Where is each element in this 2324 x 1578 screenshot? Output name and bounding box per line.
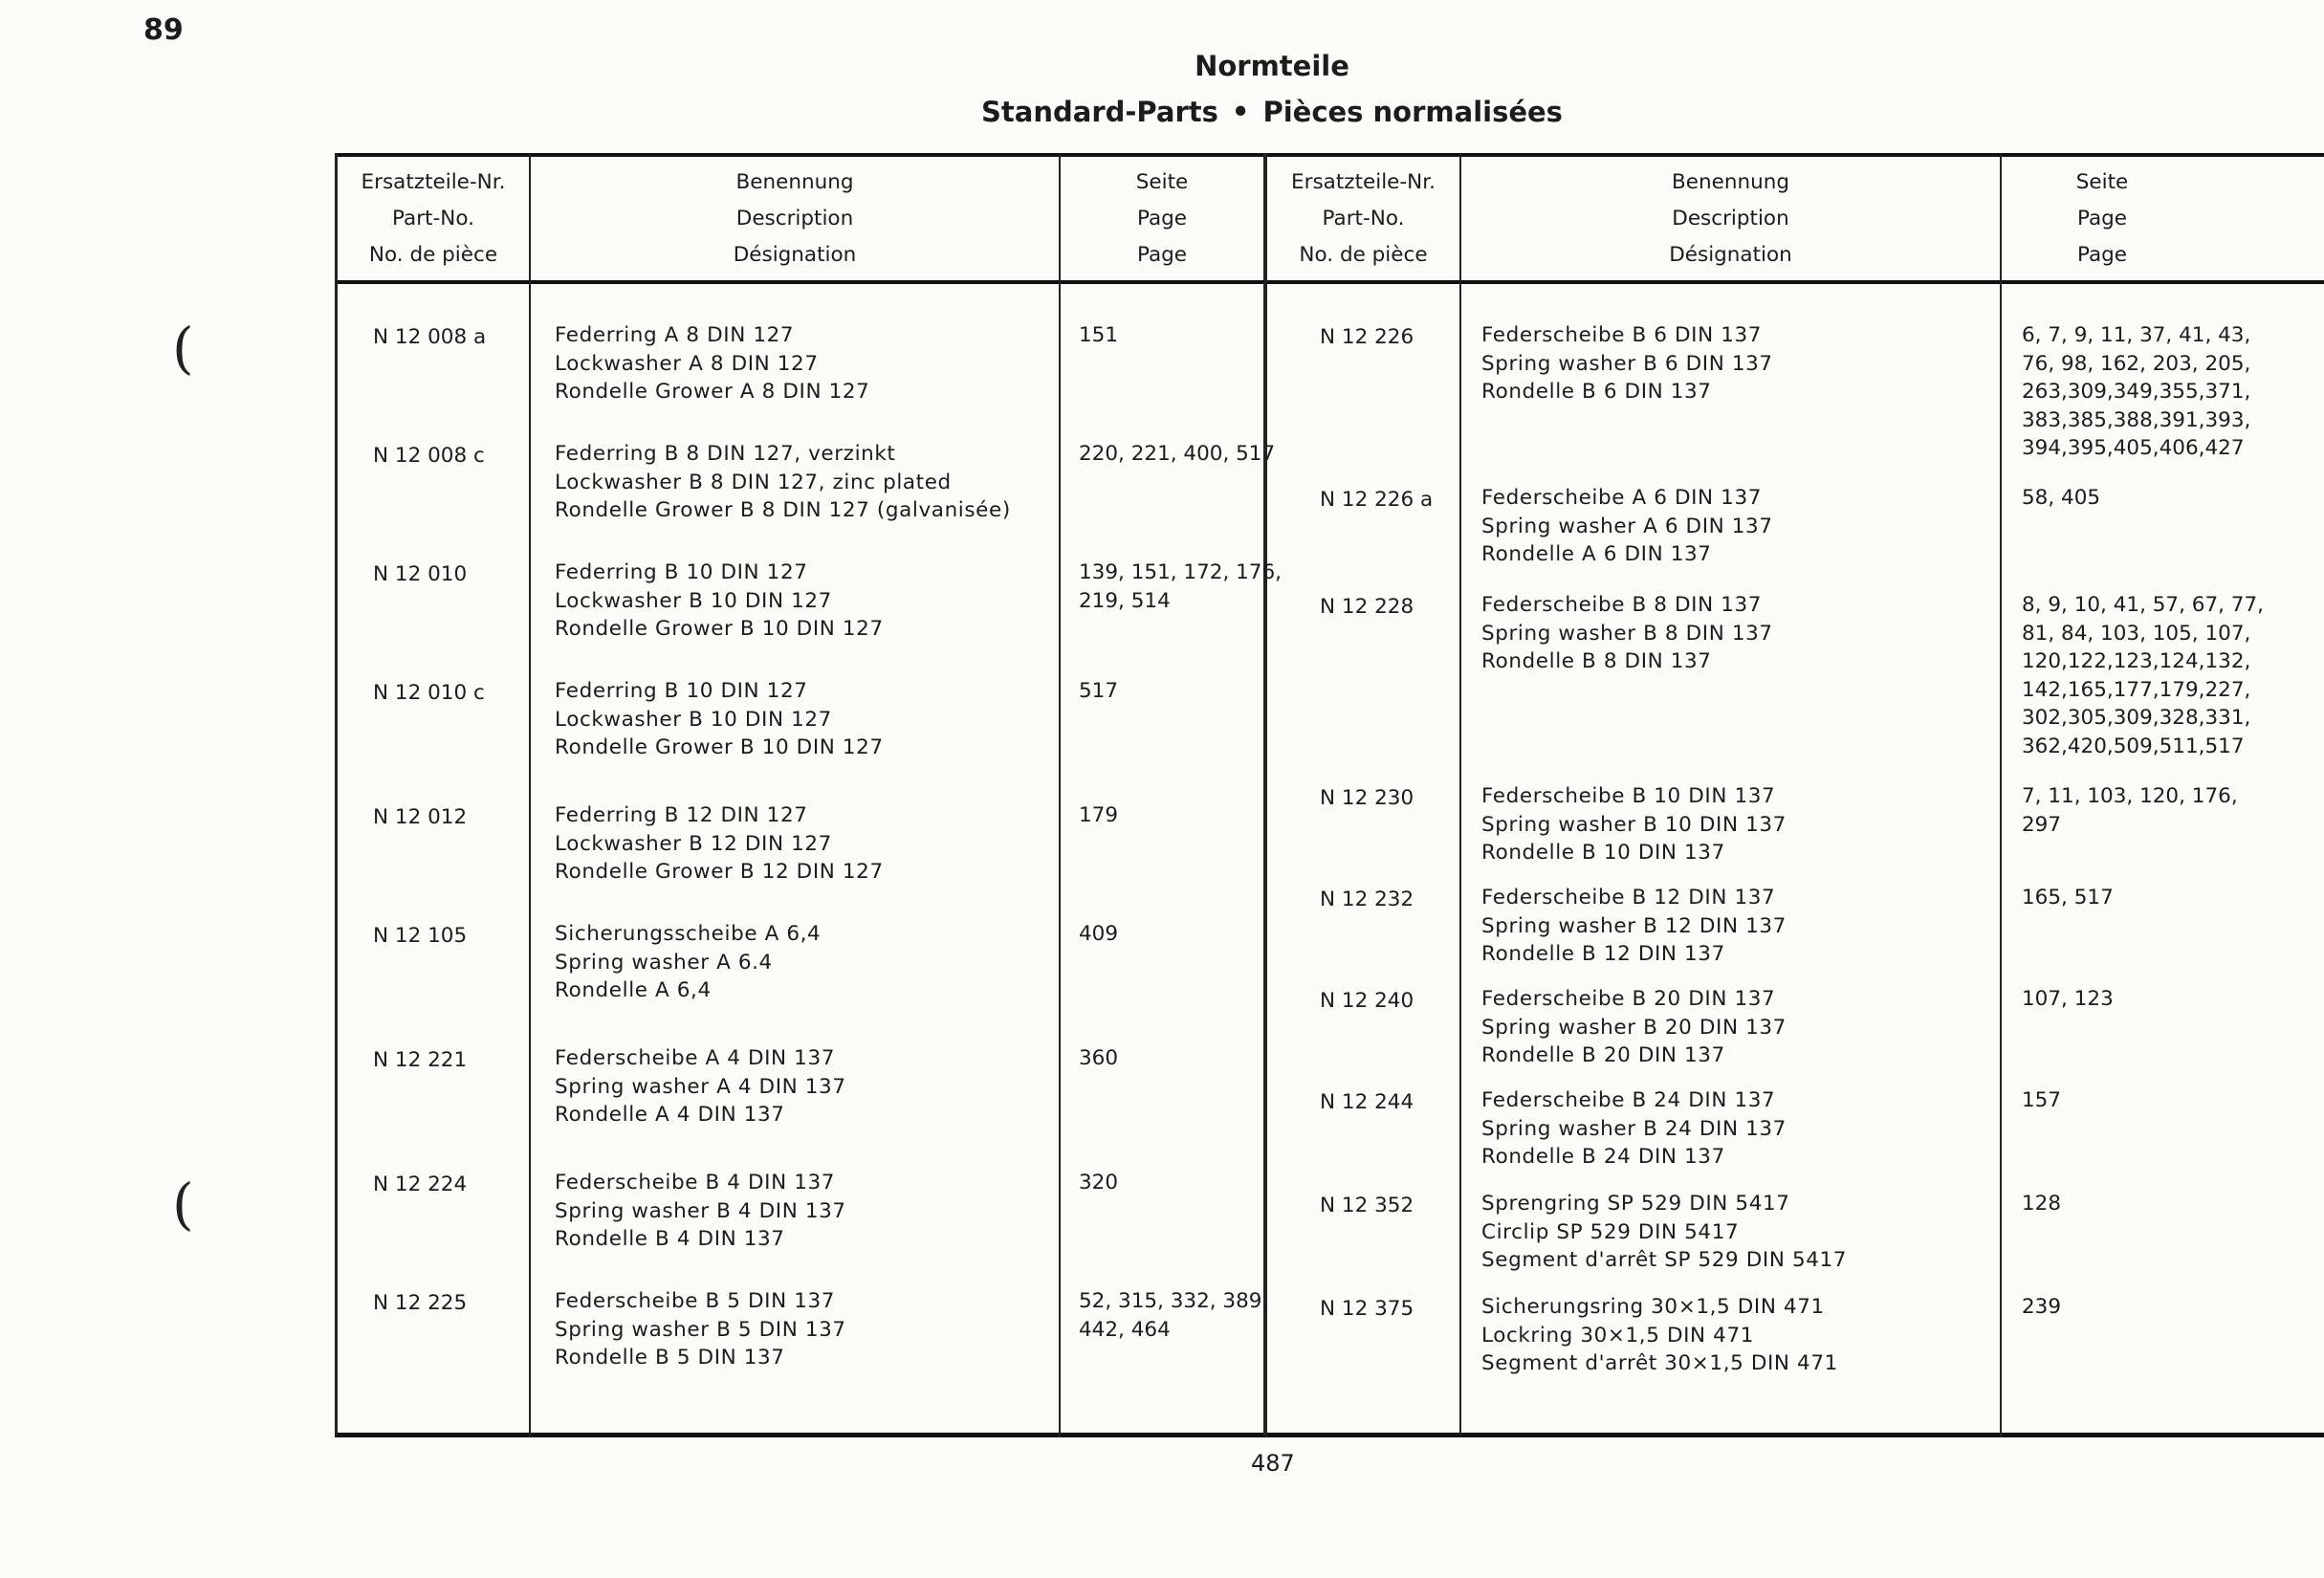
description-line: Lockwasher A 8 DIN 127 — [555, 351, 819, 376]
description-line: Rondelle Grower B 8 DIN 127 (galvanisée) — [555, 498, 1011, 522]
part-description — [555, 1169, 846, 1254]
part-description — [555, 1044, 846, 1129]
part-description — [1481, 985, 1787, 1070]
part-description — [555, 559, 884, 644]
part-description — [555, 801, 884, 887]
part-description — [1481, 321, 1773, 406]
description-line: Segment d'arrêt 30×1,5 DIN 471 — [1481, 1351, 1838, 1375]
description-line: Rondelle B 5 DIN 137 — [555, 1346, 785, 1370]
description-line: Sprengring SP 529 DIN 5417 — [1481, 1192, 1790, 1216]
header-line: Désignation — [733, 243, 857, 267]
description-line: Segment d'arrêt SP 529 DIN 5417 — [1481, 1248, 1848, 1272]
subtitle-separator: • — [1231, 96, 1250, 128]
part-number: N 12 105 — [373, 924, 468, 948]
description-line: Federscheibe B 4 DIN 137 — [555, 1171, 836, 1194]
header-line: Page — [1136, 243, 1188, 267]
header-line: Description — [735, 207, 854, 230]
header-line: Page — [2076, 207, 2128, 230]
header-bottom-rule — [335, 280, 2324, 284]
part-number: N 12 244 — [1320, 1090, 1414, 1114]
description-line: Lockwasher B 10 DIN 127 — [555, 588, 832, 613]
description-line: Spring washer B 5 DIN 137 — [555, 1317, 846, 1342]
subtitle-de: Standard-Parts — [981, 96, 1218, 128]
page-references: 7, 11, 103, 120, 176, 297 — [2022, 784, 2238, 837]
part-number: N 12 224 — [373, 1173, 468, 1196]
description-line: Spring washer A 6.4 — [555, 950, 773, 975]
header-line: Ersatzteile-Nr. — [1291, 170, 1436, 194]
description-line: Federscheibe A 6 DIN 137 — [1481, 486, 1762, 510]
col-divider-center — [1263, 153, 1267, 1436]
description-line: Rondelle Grower B 12 DIN 127 — [555, 860, 884, 884]
page-footer-number: 487 — [1251, 1450, 1295, 1477]
description-line: Rondelle B 10 DIN 137 — [1481, 841, 1725, 865]
part-number: N 12 228 — [1320, 595, 1414, 619]
part-number: N 12 226 — [1320, 325, 1414, 349]
description-line: Spring washer A 6 DIN 137 — [1481, 514, 1773, 538]
description-line: Lockwasher B 8 DIN 127, zinc plated — [555, 470, 952, 494]
header-line: Désignation — [1669, 243, 1792, 267]
header-line: No. de pièce — [368, 243, 498, 267]
header-designation-left — [531, 164, 1059, 274]
header-line: Description — [1672, 207, 1789, 230]
description-line: Federscheibe A 4 DIN 137 — [555, 1046, 835, 1070]
part-description — [1481, 884, 1787, 969]
part-number: N 12 352 — [1320, 1194, 1414, 1217]
col-divider-1 — [529, 153, 531, 1436]
part-description — [555, 920, 821, 1005]
part-description — [1481, 484, 1773, 569]
part-description — [555, 1287, 846, 1372]
description-line: Sicherungsscheibe A 6,4 — [555, 922, 822, 946]
page-references: 139, 151, 172, 176, 219, 514 — [1079, 560, 1282, 613]
header-page-right — [2002, 164, 2203, 274]
header-line: Ersatzteile-Nr. — [361, 170, 506, 194]
part-description — [1481, 1190, 1847, 1275]
table-bottom-rule — [335, 1433, 2324, 1437]
page-references: 58, 405 — [2022, 486, 2101, 510]
header-line: Seite — [1135, 170, 1189, 194]
description-line: Spring washer B 24 DIN 137 — [1481, 1116, 1787, 1141]
description-line: Rondelle Grower B 10 DIN 127 — [555, 617, 884, 641]
page-references: 151 — [1079, 323, 1119, 347]
subtitle-fr: Pièces normalisées — [1262, 96, 1563, 128]
page-references: 220, 221, 400, 517 — [1079, 442, 1276, 466]
page-references: 409 — [1079, 922, 1119, 946]
description-line: Spring washer B 6 DIN 137 — [1481, 351, 1773, 376]
part-number: N 12 230 — [1320, 786, 1414, 810]
description-line: Federring B 10 DIN 127 — [555, 679, 808, 703]
page-references: 157 — [2022, 1088, 2062, 1112]
description-line: Rondelle Grower B 10 DIN 127 — [555, 735, 884, 759]
page-references: 179 — [1079, 803, 1119, 827]
page-number: 89 — [143, 13, 184, 47]
description-line: Lockwasher B 10 DIN 127 — [555, 707, 832, 732]
col-divider-3 — [1459, 153, 1461, 1436]
header-line: Part-No. — [1322, 207, 1405, 230]
page-references: 320 — [1079, 1171, 1119, 1194]
part-number: N 12 012 — [373, 805, 468, 829]
page-subtitle — [0, 96, 2324, 128]
page-references: 360 — [1079, 1046, 1119, 1070]
part-number: N 12 240 — [1320, 989, 1414, 1013]
description-line: Rondelle B 24 DIN 137 — [1481, 1145, 1725, 1169]
description-line: Federscheibe B 10 DIN 137 — [1481, 784, 1776, 808]
description-line: Spring washer B 4 DIN 137 — [555, 1198, 846, 1223]
col-divider-2 — [1059, 153, 1061, 1436]
header-part-no-left — [338, 164, 529, 274]
description-line: Federscheibe B 12 DIN 137 — [1481, 886, 1776, 910]
description-line: Spring washer A 4 DIN 137 — [555, 1074, 846, 1099]
part-number: N 12 010 c — [373, 681, 485, 705]
part-number: N 12 226 a — [1320, 488, 1434, 512]
page-references: 517 — [1079, 679, 1119, 703]
page-references: 52, 315, 332, 389, 442, 464 — [1079, 1289, 1269, 1342]
part-number: N 12 232 — [1320, 888, 1414, 911]
description-line: Federring B 8 DIN 127, verzinkt — [555, 442, 896, 466]
header-line: Benennung — [1672, 170, 1789, 194]
description-line: Spring washer B 10 DIN 137 — [1481, 812, 1787, 837]
header-line: Page — [2076, 243, 2128, 267]
part-number: N 12 375 — [1320, 1297, 1414, 1321]
description-line: Rondelle B 20 DIN 137 — [1481, 1043, 1725, 1067]
page-references: 107, 123 — [2022, 987, 2114, 1011]
description-line: Federscheibe B 24 DIN 137 — [1481, 1088, 1776, 1112]
description-line: Lockwasher B 12 DIN 127 — [555, 831, 832, 856]
table-top-rule — [335, 153, 2324, 157]
table-left-border — [335, 153, 338, 1436]
description-line: Rondelle B 6 DIN 137 — [1481, 380, 1712, 404]
part-description — [1481, 782, 1787, 867]
page-references: 6, 7, 9, 11, 37, 41, 43, 76, 98, 162, 203, 205, 263,309,349,355,371, 383,385,388,391,393, 394,395,405,406,427 — [2022, 323, 2251, 460]
header-line: Benennung — [735, 170, 854, 194]
description-line: Spring washer B 12 DIN 137 — [1481, 913, 1787, 938]
description-line: Federscheibe B 20 DIN 137 — [1481, 987, 1776, 1011]
description-line: Spring washer B 20 DIN 137 — [1481, 1015, 1787, 1040]
page-references: 128 — [2022, 1192, 2062, 1216]
description-line: Rondelle Grower A 8 DIN 127 — [555, 380, 870, 404]
description-line: Federring B 12 DIN 127 — [555, 803, 808, 827]
header-part-no-right — [1267, 164, 1459, 274]
description-line: Rondelle B 8 DIN 137 — [1481, 649, 1712, 673]
description-line: Sicherungsring 30×1,5 DIN 471 — [1481, 1295, 1825, 1319]
description-line: Rondelle B 12 DIN 137 — [1481, 942, 1725, 966]
binding-mark-top: ( — [172, 316, 194, 381]
description-line: Spring washer B 8 DIN 137 — [1481, 621, 1773, 646]
part-description — [555, 321, 869, 406]
header-line: No. de pièce — [1299, 243, 1428, 267]
part-number: N 12 008 a — [373, 325, 487, 349]
part-number: N 12 010 — [373, 562, 468, 586]
description-line: Rondelle B 4 DIN 137 — [555, 1227, 785, 1251]
description-line: Federscheibe B 8 DIN 137 — [1481, 593, 1763, 617]
description-line: Rondelle A 4 DIN 137 — [555, 1103, 785, 1127]
page-references: 165, 517 — [2022, 886, 2114, 910]
binding-mark-bottom: ( — [172, 1172, 194, 1237]
header-designation-right — [1461, 164, 2000, 274]
page-references: 8, 9, 10, 41, 57, 67, 77, 81, 84, 103, 105, 107, 120,122,123,124,132, 142,165,177,179,227, 302,305,309,328,331, 362,420,509,511,517 — [2022, 593, 2264, 758]
header-line: Part-No. — [392, 207, 474, 230]
header-line: Seite — [2075, 170, 2129, 194]
part-number: N 12 225 — [373, 1291, 468, 1315]
header-line: Page — [1136, 207, 1188, 230]
header-page-left — [1061, 164, 1263, 274]
description-line: Rondelle A 6 DIN 137 — [1481, 542, 1712, 566]
description-line: Rondelle A 6,4 — [555, 978, 712, 1002]
page-references: 239 — [2022, 1295, 2062, 1319]
description-line: Federscheibe B 5 DIN 137 — [555, 1289, 836, 1313]
part-description — [1481, 1086, 1787, 1172]
description-line: Federring B 10 DIN 127 — [555, 560, 808, 584]
description-line: Lockring 30×1,5 DIN 471 — [1481, 1323, 1754, 1348]
description-line: Circlip SP 529 DIN 5417 — [1481, 1219, 1740, 1244]
page-title: Normteile — [1195, 50, 1349, 82]
part-description — [555, 677, 884, 762]
part-description — [555, 440, 1011, 525]
part-description — [1481, 1293, 1838, 1378]
description-line: Federscheibe B 6 DIN 137 — [1481, 323, 1763, 347]
part-description — [1481, 591, 1773, 676]
part-number: N 12 008 c — [373, 444, 485, 468]
part-number: N 12 221 — [373, 1048, 468, 1072]
col-divider-4 — [2000, 153, 2002, 1436]
description-line: Federring A 8 DIN 127 — [555, 323, 795, 347]
